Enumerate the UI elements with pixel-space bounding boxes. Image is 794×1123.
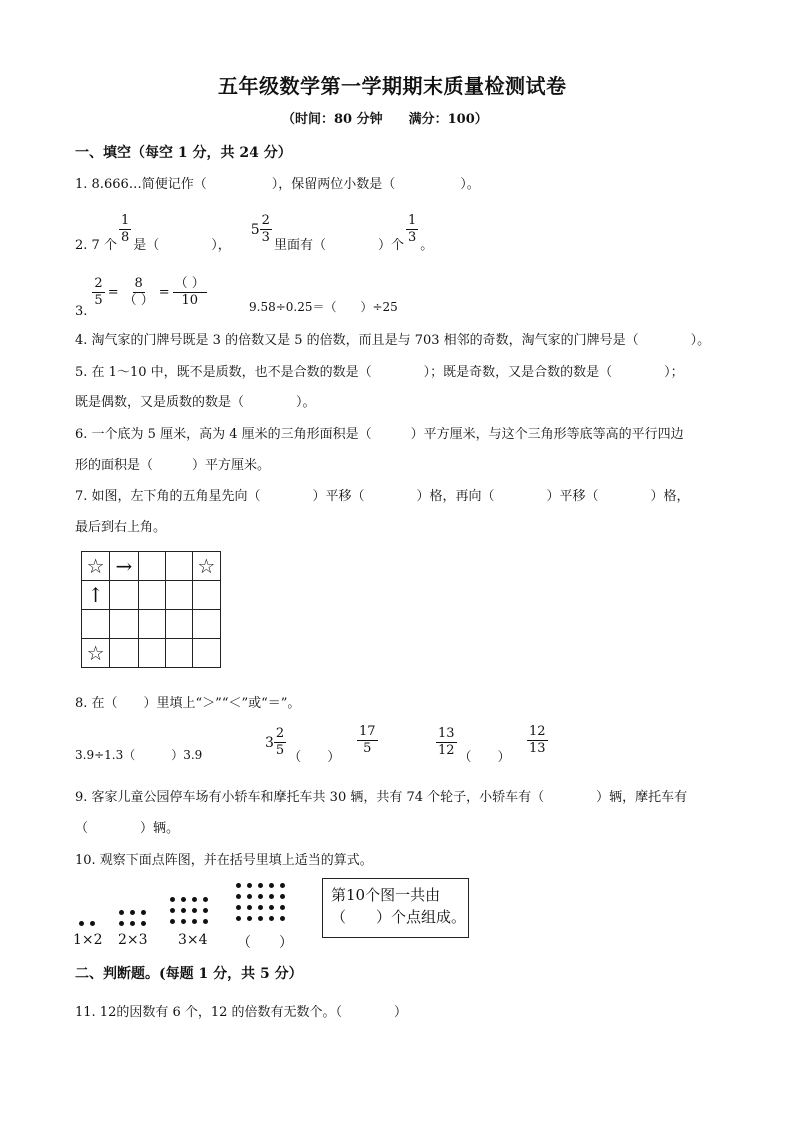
section-1-heading: 一、填空（每空 1 分，共 24 分） xyxy=(75,145,292,161)
question-8-item-a: 3.9÷1.3（ ）3.9 xyxy=(75,748,203,762)
dot xyxy=(280,894,285,899)
question-7-line-2: 最后到右上角。 xyxy=(75,520,167,535)
q2-mid: 是（ ）， xyxy=(133,238,231,253)
dot xyxy=(280,883,285,888)
exam-subtitle: （时间：80 分钟 满分：100） xyxy=(282,112,488,127)
dot xyxy=(258,916,263,921)
question-10: 10. 观察下面点阵图，并在括号里填上适当的算式。 xyxy=(75,853,373,868)
dot xyxy=(203,908,208,913)
dot xyxy=(258,894,263,899)
q2-end: 。 xyxy=(420,238,434,253)
question-9-line-1: 9. 客家儿童公园停车场有小轿车和摩托车共 30 辆，共有 74 个轮子，小轿车有（ ）辆，摩托车有 xyxy=(75,790,688,805)
dot xyxy=(247,916,252,921)
question-7-line-1: 7. 如图，左下角的五角星先向（ ）平移（ ）格，再向（ ）平移（ ）格， xyxy=(75,489,690,504)
dot xyxy=(203,897,208,902)
arrow-up-icon: ↑ xyxy=(82,581,110,610)
question-10-answer-box: 第10个图一共由 （ ）个点组成。 xyxy=(322,878,469,938)
question-1: 1. 8.666…简便记作（ ），保留两位小数是（ ）。 xyxy=(75,177,480,192)
question-8-line-1: 8. 在（ ）里填上“＞”“＜”或“＝”。 xyxy=(75,696,301,711)
dot xyxy=(181,908,186,913)
dot-array-1x2 xyxy=(79,921,95,926)
star-icon: ☆ xyxy=(192,552,220,581)
question-2 xyxy=(75,206,433,253)
question-11: 11. 12的因数有 6 个，12 的倍数有无数个。（ ） xyxy=(75,1005,408,1020)
dot xyxy=(247,905,252,910)
dot xyxy=(192,897,197,902)
dot-array-4x5 xyxy=(236,883,285,921)
dot xyxy=(236,894,241,899)
dot xyxy=(130,921,135,926)
question-6-line-2: 形的面积是（ ）平方厘米。 xyxy=(75,458,271,473)
question-8-item-c: $\frac{17}{5}$ xyxy=(359,724,376,756)
dot-label-3: 3×4 xyxy=(178,932,208,948)
question-8-item-b: 3 $\frac{2}{5}$ （ ） xyxy=(265,726,341,765)
q2-mixed-number: 5 $\frac{2}{3}$ xyxy=(250,213,270,245)
dot xyxy=(236,883,241,888)
dot xyxy=(79,921,84,926)
dot xyxy=(192,919,197,924)
dot xyxy=(236,905,241,910)
question-9-line-2: （ ）辆。 xyxy=(75,821,180,836)
dot xyxy=(269,883,274,888)
q2-mid2: 里面有（ ）个 xyxy=(273,238,404,253)
dot xyxy=(130,910,135,915)
question-8-item-d: $\frac{13}{12}$ （ ） xyxy=(438,726,511,765)
question-3-expression: 9.58÷0.25＝（ ）÷25 xyxy=(249,300,398,314)
question-5-line-2: 既是偶数，又是质数的数是（ ）。 xyxy=(75,395,316,410)
dot xyxy=(247,894,252,899)
dot xyxy=(119,921,124,926)
dot xyxy=(192,908,197,913)
dot xyxy=(269,905,274,910)
dot xyxy=(236,916,241,921)
star-icon: ☆ xyxy=(82,552,110,581)
question-3: 3. $\frac{2}{5}$ = $\frac{8}{( )}$ = $\frac{( )}{10}$ xyxy=(75,276,205,319)
dot xyxy=(170,919,175,924)
dot xyxy=(141,921,146,926)
q2-prefix: 2. 7 个 xyxy=(75,238,117,253)
translation-grid xyxy=(81,551,221,668)
dot xyxy=(203,919,208,924)
dot xyxy=(258,883,263,888)
dot xyxy=(269,916,274,921)
dot xyxy=(181,919,186,924)
dot xyxy=(170,897,175,902)
exam-title: 五年级数学第一学期期末质量检测试卷 xyxy=(218,74,567,98)
question-8-item-e: $\frac{12}{13}$ xyxy=(529,724,546,756)
dot xyxy=(269,894,274,899)
dot xyxy=(170,908,175,913)
q2-fraction-1: $\frac{1}{8}$ xyxy=(120,213,130,245)
dot xyxy=(119,910,124,915)
question-4: 4. 淘气家的门牌号既是 3 的倍数又是 5 的倍数，而且是与 703 相邻的奇数，淘气家的门牌号是（ ）。 xyxy=(75,333,711,348)
section-2-heading: 二、判断题。(每题 1 分，共 5 分） xyxy=(75,966,303,982)
dot xyxy=(141,910,146,915)
q2-fraction-3: $\frac{1}{3}$ xyxy=(407,213,417,245)
dot-label-4: （ ） xyxy=(237,935,293,951)
star-icon: ☆ xyxy=(82,639,110,668)
dot xyxy=(247,883,252,888)
dot-label-2: 2×3 xyxy=(118,932,148,948)
dot xyxy=(280,916,285,921)
dot xyxy=(280,905,285,910)
question-5-line-1: 5. 在 1～10 中，既不是质数，也不是合数的数是（ ）；既是奇数，又是合数的数是（ ）； xyxy=(75,365,684,380)
dot-label-1: 1×2 xyxy=(73,932,103,948)
arrow-right-icon: → xyxy=(110,552,138,581)
dot xyxy=(181,897,186,902)
dot-array-2x3 xyxy=(119,910,146,926)
dot-array-3x4 xyxy=(170,897,208,924)
dot xyxy=(90,921,95,926)
dot xyxy=(258,905,263,910)
question-6-line-1: 6. 一个底为 5 厘米，高为 4 厘米的三角形面积是（ ）平方厘米，与这个三角形等底等高的平行四边 xyxy=(75,427,684,442)
